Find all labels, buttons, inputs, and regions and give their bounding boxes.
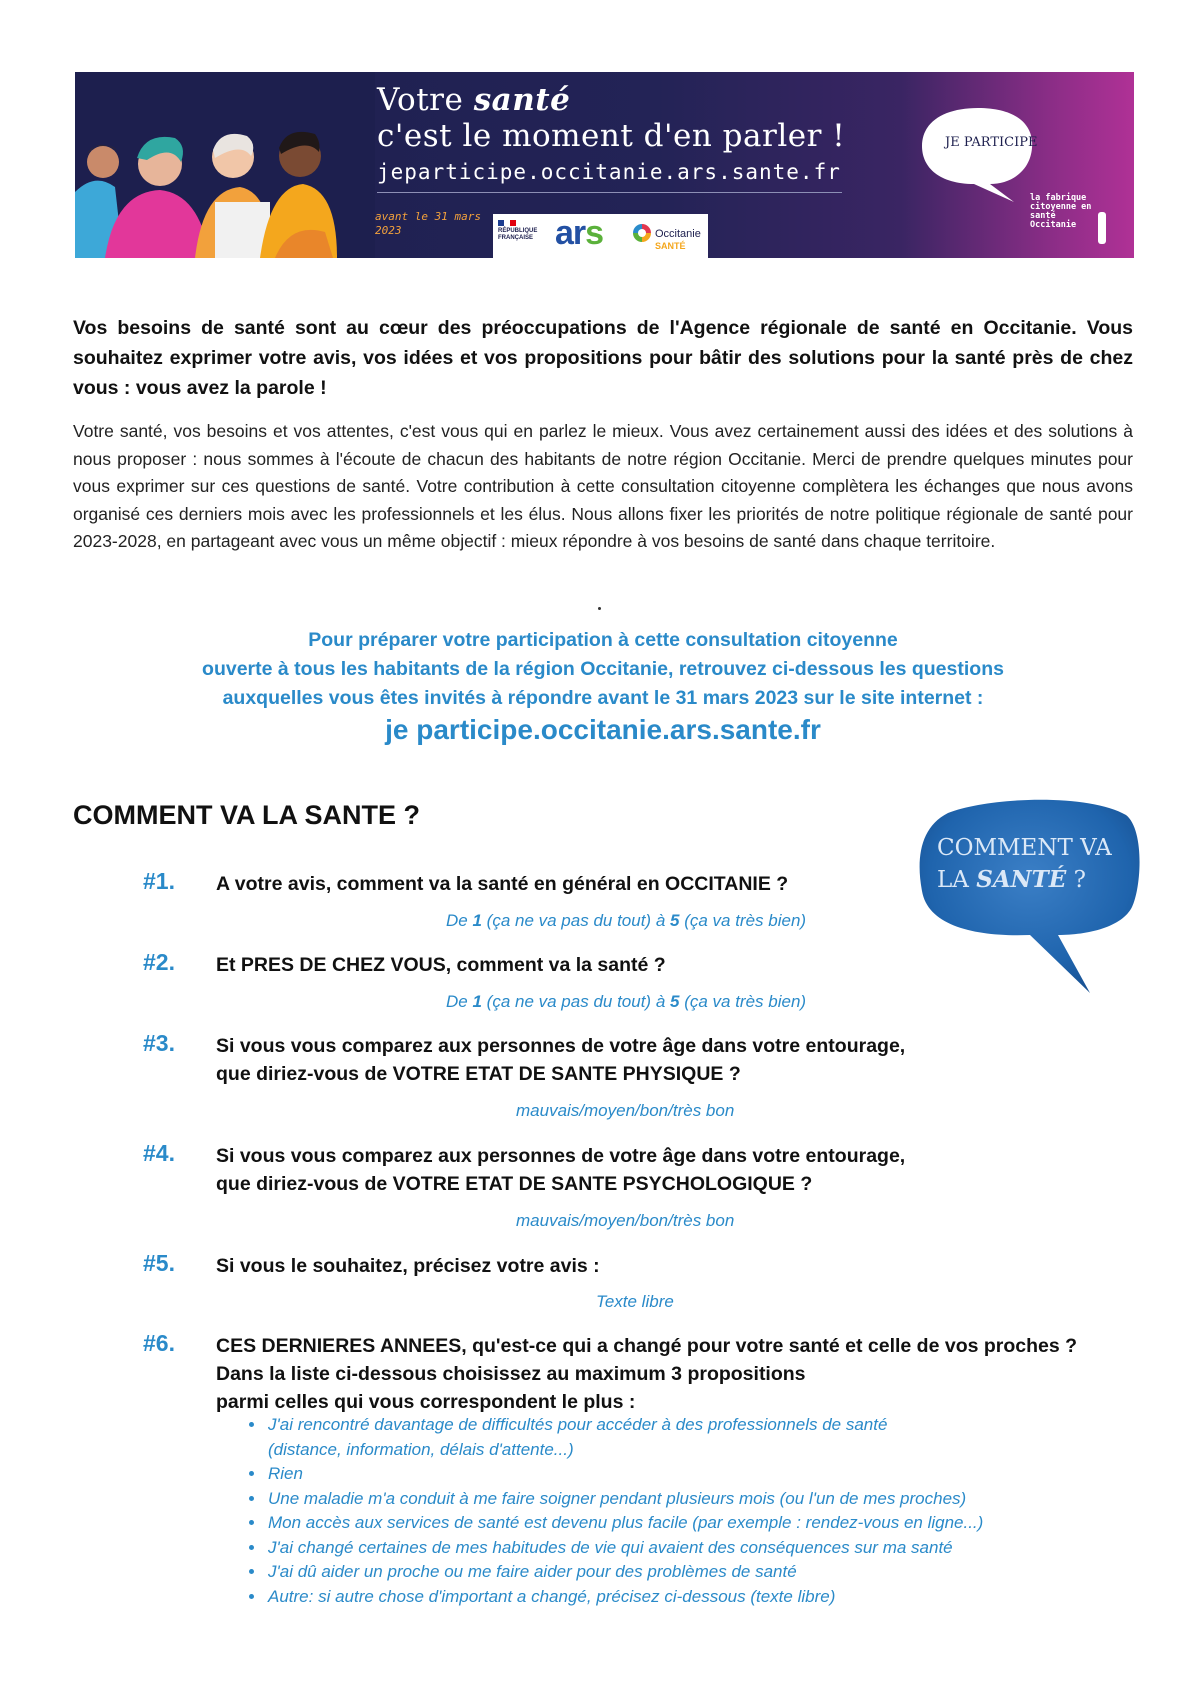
banner-title: Votre santé: [377, 82, 571, 118]
question-text: Si vous vous comparez aux personnes de votre âge dans votre entourage, que diriez-vous de VOTRE ETAT DE SANTE PSYCHOLOGIQUE ?: [216, 1145, 906, 1195]
question-3-levels-hint: mauvais/moyen/bon/très bon: [516, 1101, 735, 1120]
occitanie-sante-logo: Occitanie SANTÉ: [633, 220, 705, 254]
list-item: • Rien: [266, 1462, 1066, 1487]
list-item: • Mon accès aux services de santé est devenu plus facile (par exemple : rendez-vous en ligne...): [266, 1511, 1066, 1536]
comment-va-la-sante-label: COMMENT VA LA SANTÉ ?: [937, 835, 1112, 893]
question-number: #4.: [143, 1140, 175, 1166]
list-item: • Une maladie m'a conduit à me faire soigner pendant plusieurs mois (ou l'un de mes proches): [266, 1487, 1066, 1512]
question-text: Si vous vous comparez aux personnes de votre âge dans votre entourage, que diriez-vous de VOTRE ETAT DE SANTE PHYSIQUE ?: [216, 1035, 906, 1085]
fabrique-citoyenne-label: la fabrique citoyenne en santé Occitanie: [1030, 193, 1092, 230]
republique-francaise-logo: RÉPUBLIQUE FRANÇAISE: [498, 220, 548, 242]
question-1-scale-hint: De 1 (ça ne va pas du tout) à 5 (ça va très bien): [446, 911, 807, 930]
list-item: • J'ai changé certaines de mes habitudes de vie qui avaient des conséquences sur ma santé: [266, 1536, 1066, 1561]
question-number: #3.: [143, 1030, 175, 1056]
cta-line-2: ouverte à tous les habitants de la région Occitanie, retrouvez ci-dessous les questions: [202, 658, 1004, 680]
cta-line-1: Pour préparer votre participation à cette consultation citoyenne: [308, 629, 898, 651]
question-2-scale-hint: De 1 (ça ne va pas du tout) à 5 (ça va très bien): [446, 992, 807, 1011]
header-banner: [75, 72, 1134, 258]
call-to-action: [73, 626, 1133, 713]
question-number: #2.: [143, 949, 175, 975]
intro-lead: Vos besoins de santé sont au cœur des préoccupations de l'Agence régionale de santé en Occitanie. Vous souhaitez exprimer votre avis, vos idées et vos propositions pour bâtir des solutions pour la santé près de chez vous : vous avez la parole !: [73, 317, 1133, 399]
cta-url-link[interactable]: je participe.occitanie.ars.sante.fr: [385, 714, 821, 745]
question-text: Et PRES DE CHEZ VOUS, comment va la santé ?: [216, 954, 666, 976]
question-5-free-text-hint: Texte libre: [596, 1292, 674, 1311]
je-participe-bubble-icon: [918, 104, 1038, 204]
question-text: Si vous le souhaitez, précisez votre avis :: [216, 1255, 600, 1277]
question-number: #1.: [143, 868, 175, 894]
list-item: • J'ai rencontré davantage de difficultés pour accéder à des professionnels de santé (distance, information, délais d'attente...): [266, 1413, 1066, 1462]
question-text: A votre avis, comment va la santé en général en OCCITANIE ?: [216, 873, 789, 895]
question-4-levels-hint: mauvais/moyen/bon/très bon: [516, 1211, 735, 1230]
banner-divider: [377, 192, 842, 193]
je-participe-label[interactable]: JE PARTICIPE: [945, 135, 1038, 150]
ars-logo: ars: [555, 214, 604, 252]
list-item: • J'ai dû aider un proche ou me faire aider pour des problèmes de santé: [266, 1560, 1066, 1585]
banner-url[interactable]: jeparticipe.occitanie.ars.sante.fr: [377, 160, 841, 184]
people-illustration: [75, 72, 375, 258]
cta-line-3: auxquelles vous êtes invités à répondre avant le 31 mars 2023 sur le site internet :: [222, 687, 984, 709]
question-number: #6.: [143, 1330, 175, 1356]
question-text: CES DERNIERES ANNEES, qu'est-ce qui a changé pour votre santé et celle de vos proches ? Dans la liste ci-dessous choisissez au maximum 3 propositions parmi celles qui vous correspondent le plus :: [216, 1335, 1078, 1413]
question-6-options-list: [246, 1413, 1066, 1609]
hand-vote-icon: [1095, 212, 1109, 244]
banner-subtitle: c'est le moment d'en parler !: [377, 118, 846, 154]
section-title: COMMENT VA LA SANTE ?: [73, 800, 420, 830]
partner-logos: [493, 214, 708, 258]
intro-body: Votre santé, vos besoins et vos attentes, c'est vous qui en parlez le mieux. Vous avez certainement aussi des idées et des solutions à nous proposer : nous sommes à l'écoute de chacun des habitants de notre région Occitanie. Merci de prendre quelques minutes pour vous exprimer sur ces questions de santé. Votre contribution à cette consultation citoyenne complètera les échanges que nous avons organisé ces derniers mois avec les professionnels et les élus. Nous allons fixer les priorités de notre politique régionale de santé pour 2023-2028, en partageant avec vous un même objectif : mieux répondre à vos besoins de santé dans chaque territoire.: [73, 421, 1133, 551]
list-item: • Autre: si autre chose d'important a changé, précisez ci-dessous (texte libre): [266, 1585, 1066, 1610]
question-number: #5.: [143, 1250, 175, 1276]
banner-deadline: avant le 31 mars 2023: [375, 210, 481, 237]
separator-dot: [598, 607, 601, 610]
